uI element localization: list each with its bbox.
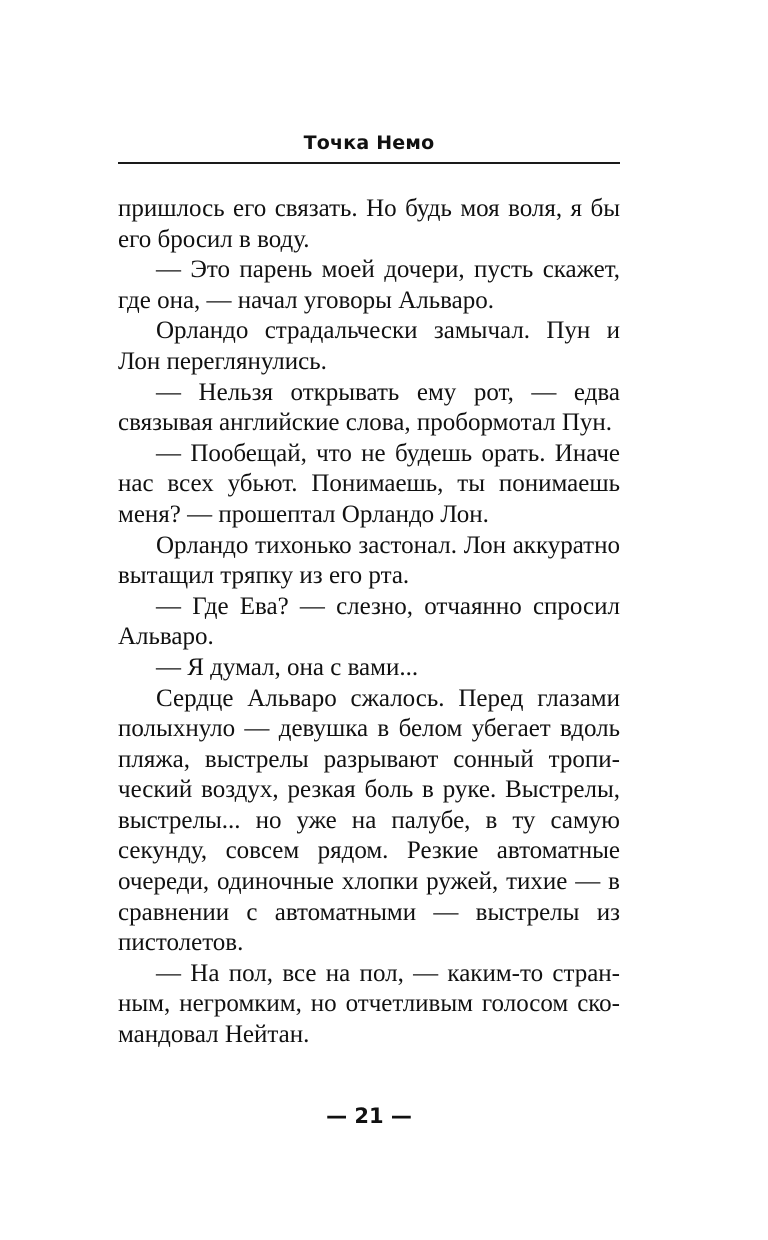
paragraph-5: — Пообещай, что не будешь орать. Иначе нас всех убьют. Понимаешь, ты понимаешь меня? — прошептал Орландо Лон. (118, 439, 620, 528)
paragraph-6: Орландо тихонько застонал. Лон аккуратно вытащил тряпку из его рта. (118, 531, 620, 590)
paragraph-2: — Это парень моей дочери, пусть скажет, где она, — начал уговоры Альваро. (118, 256, 620, 314)
paragraph-9: Сердце Альваро сжалось. Перед глазами полыхнуло — девушка в белом убегает вдоль пляжа, выстрелы разрывают сонный тропический воздух, резкая боль в руке. Выстрелы, выстрелы... но уже на палубе, в ту самую секунду, совсем рядом. Резкие автоматные очереди, одиночные хлопки ружей, тихие — в сравнении с автоматными — выстрелы из пистолетов. (118, 684, 620, 957)
running-header-title: Точка Немо (303, 132, 435, 154)
header-divider (118, 162, 620, 164)
paragraph-7: — Где Ева? — слезно, отчаянно спросил Альваро. (118, 592, 620, 651)
page-number: — 21 — (326, 1104, 412, 1128)
paragraph-1: пришлось его связать. Но будь моя воля, я бы его бросил в воду. (118, 195, 620, 253)
paragraph-4: — Нельзя открывать ему рот, — едва связывая английские слова, пробормотал Пун. (118, 378, 620, 437)
paragraph-8: — Я думал, она с вами... (156, 653, 419, 681)
page-body-text (118, 194, 620, 1051)
paragraph-3: Орландо страдальчески замычал. Пун и Лон переглянулись. (118, 317, 620, 375)
paragraph-10: — На пол, все на пол, — каким-то странным, негромким, но отчетливым голосом скомандовал Нейтан. (118, 959, 620, 1049)
